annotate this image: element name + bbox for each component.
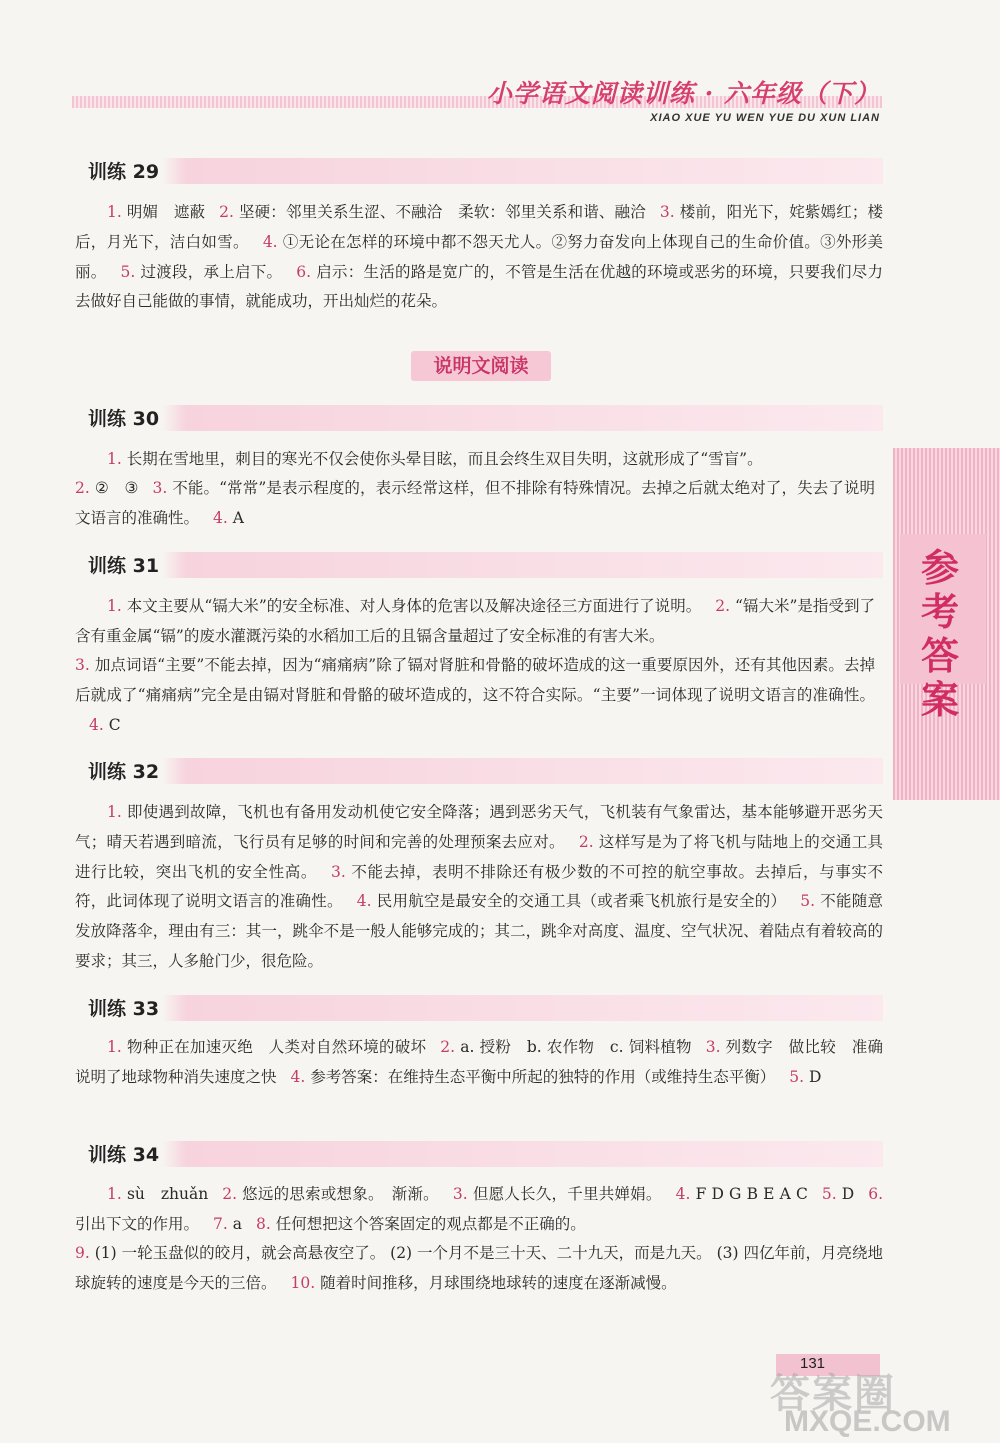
book-title: 小学语文阅读训练 · 六年级（下） [486, 79, 880, 108]
side-tab-label: 参考答案 [920, 546, 959, 722]
answer-text: sù zhuǎn [126, 1185, 209, 1203]
answer-text: 加点词语“主要”不能去掉，因为“痛痛病”除了镉对肾脏和骨骼的破坏造成的这一重要原因外，还有其他因素。去掉后就成了“痛痛病”完全是由镉对肾脏和骨骼的破坏造成的，这不符合实际。“主要”一词体现了说明文语言的准确性。 [75, 656, 876, 704]
answer-paragraph [75, 1180, 883, 1240]
answer-number: 3. [75, 656, 95, 674]
answer-text: 引出下文的作用。 [75, 1214, 200, 1233]
answer-text: ② ③ [94, 479, 139, 497]
answer-item [789, 1068, 821, 1086]
answer-text: (1) 一轮玉盘似的皎月，就会高悬夜空了。 (2) 一个月不是三十天、二十九天，而是九天。 (3) 四亿年前，月亮绕地球旋转的速度是今天的三倍。 [75, 1244, 884, 1292]
section-title: 训练 30 [88, 408, 160, 430]
section-title: 训练 31 [88, 555, 160, 577]
answer-text: “镉大米”是指受到了含有重金属“镉”的废水灌溉污染的水稻加工后的且镉含量超过了安全标准的有害大米。 [75, 597, 875, 645]
answer-number: 8. [255, 1214, 276, 1233]
answer-item [256, 1215, 586, 1233]
answer-paragraph [75, 474, 875, 534]
answer-item [107, 203, 205, 221]
answer-item [222, 1185, 439, 1203]
answer-item [75, 656, 875, 704]
answer-item [822, 1185, 854, 1203]
answer-number: 4. [262, 232, 283, 251]
answer-item [107, 1038, 426, 1056]
answer-paragraph [75, 651, 875, 740]
answer-text: A [232, 508, 244, 527]
section-title: 训练 33 [88, 998, 160, 1020]
answer-number: 6. [868, 1185, 884, 1203]
answer-number: 5. [800, 892, 821, 911]
section-heading [73, 758, 883, 784]
section-heading [73, 158, 883, 184]
answer-text: 物种正在加速灭绝 人类对自然环境的破坏 [126, 1038, 427, 1056]
answer-number: 6. [296, 262, 317, 281]
answer-number: 9. [75, 1244, 95, 1262]
answer-number: 2. [219, 203, 239, 221]
answer-number: 1. [107, 203, 127, 221]
answer-item [213, 509, 244, 527]
answer-number: 3. [659, 203, 680, 221]
answer-paragraph [75, 198, 883, 317]
answer-number: 5. [789, 1067, 809, 1086]
answer-number: 10. [290, 1273, 321, 1292]
answer-number: 2. [222, 1185, 243, 1203]
answer-text: 长期在雪地里，刺目的寒光不仅会使你头晕目眩，而且会终生双目失明，这就形成了“雪盲”。 [126, 450, 763, 468]
page-number: 131 [800, 1355, 826, 1372]
answer-text: 不能去掉，表明不排除还有极少数的不可控的航空事故。去掉后，与事实不符，此词体现了说明文语言的准确性。 [75, 862, 883, 911]
answer-number: 7. [213, 1214, 233, 1233]
answer-number: 3. [152, 479, 173, 497]
answer-paragraph [75, 1033, 883, 1093]
answer-item [75, 479, 138, 497]
section-title: 训练 32 [88, 761, 160, 783]
watermark-logo: 答案圈 [770, 1371, 896, 1417]
answer-number: 4. [213, 508, 233, 527]
answer-text: 但愿人长久，千里共婵娟。 [472, 1185, 662, 1203]
answer-number: 4. [290, 1067, 311, 1086]
answer-item [107, 597, 701, 615]
answer-number: 2. [715, 597, 735, 615]
answer-item [121, 263, 283, 281]
answer-item [75, 479, 875, 527]
answer-number: 5. [120, 262, 141, 281]
answer-item [676, 1185, 808, 1203]
watermark-url: MXQE.COM [784, 1405, 951, 1438]
answer-text: 参考答案：在维持生态平衡中所起的独特的作用（或维持生态平衡） [310, 1067, 776, 1086]
answer-item [291, 1274, 677, 1292]
answer-number: 1. [107, 1185, 127, 1203]
answer-item [219, 203, 646, 221]
answer-text: 悠远的思索或想象。 渐渐。 [242, 1185, 439, 1203]
answer-text: 启示：生活的路是宽广的，不管是生活在优越的环境或恶劣的环境，只要我们尽力去做好自己能做的事情，就能成功，开出灿烂的花朵。 [75, 262, 883, 311]
section-title: 训练 29 [88, 161, 160, 183]
answer-number: 3. [452, 1185, 473, 1203]
answer-paragraph [75, 592, 875, 652]
answer-text: 随着时间推移，月球围绕地球转的速度在逐渐减慢。 [320, 1273, 677, 1292]
answer-text: F D G B E A C [695, 1185, 808, 1203]
answer-text: ①无论在怎样的环境中都不怨天尤人。②努力奋发向上体现自己的生命价值。③外形美丽。 [75, 232, 883, 281]
answer-text: a [232, 1214, 242, 1233]
answer-text: 本文主要从“镉大米”的安全标准、对人身体的危害以及解决途径三方面进行了说明。 [126, 597, 702, 615]
answer-number: 4. [356, 892, 377, 911]
book-title-pinyin: XIAO XUE YU WEN YUE DU XUN LIAN [650, 112, 880, 124]
answer-item [89, 716, 121, 734]
answer-text: 坚硬：邻里关系生涩、不融洽 柔软：邻里关系和谐、融洽 [239, 203, 646, 221]
answer-item [107, 450, 763, 468]
answer-number: 5. [821, 1185, 842, 1203]
answer-text: 明媚 遮蔽 [126, 203, 206, 221]
answer-text: a. 授粉 b. 农作物 c. 饲料植物 [460, 1038, 692, 1056]
answer-text: 民用航空是最安全的交通工具（或者乘飞机旅行是安全的） [376, 892, 787, 911]
answer-text: D [841, 1185, 855, 1203]
section-heading [73, 552, 883, 578]
answer-text: D [808, 1067, 822, 1086]
section-heading [73, 405, 883, 431]
answer-text: 任何想把这个答案固定的观点都是不正确的。 [275, 1214, 586, 1233]
answer-number: 3. [705, 1038, 726, 1056]
answer-paragraph [75, 798, 883, 977]
answer-text: 楼前，阳光下，姹紫嫣红；楼后，月光下，洁白如雪。 [75, 203, 883, 251]
answer-text: 这样写是为了将飞机与陆地上的交通工具进行比较，突出飞机的安全性高。 [75, 832, 883, 881]
answer-item [453, 1185, 662, 1203]
answer-text: 列数字 做比较 准确说明了地球物种消失速度之快 [75, 1038, 883, 1086]
answer-number: 2. [75, 479, 95, 497]
answer-number: 1. [107, 597, 127, 615]
answer-paragraph [75, 445, 875, 475]
answer-number: 2. [440, 1038, 461, 1056]
section-heading [73, 995, 883, 1021]
answer-paragraph [75, 1239, 883, 1299]
section-title: 训练 34 [88, 1144, 160, 1166]
answer-text: C [108, 715, 121, 734]
answer-number: 4. [89, 715, 109, 734]
answer-number: 1. [107, 1038, 127, 1056]
answer-number: 3. [330, 862, 352, 881]
answer-text: 过渡段，承上启下。 [140, 262, 283, 281]
answer-item [107, 1185, 208, 1203]
answer-text: 不能。“常常”是表示程度的，表示经常这样，但不排除有特殊情况。去掉之后就太绝对了，失去了说明文语言的准确性。 [75, 479, 875, 527]
answer-item [291, 1068, 776, 1086]
section-heading [73, 1141, 883, 1167]
answer-number: 1. [107, 450, 127, 468]
answer-number: 2. [578, 832, 599, 851]
answer-number: 1. [107, 803, 127, 821]
answer-item [440, 1038, 691, 1056]
answer-number: 4. [675, 1185, 696, 1203]
answer-text: 不能随意发放降落伞，理由有三：其一，跳伞不是一般人能够完成的；其二，跳伞对高度、温度、空气状况、着陆点有着较高的要求；其三，人多舱门少，很危险。 [75, 892, 883, 970]
answer-text: 即使遇到故障，飞机也有备用发动机使它安全降落；遇到恶劣天气，飞机装有气象雷达，基本能够避开恶劣天气；晴天若遇到暗流，飞行员有足够的时间和完善的处理预案去应对。 [75, 803, 883, 851]
answer-item [357, 892, 786, 910]
category-banner: 说明文阅读 [411, 351, 551, 381]
answer-item [213, 1215, 242, 1233]
